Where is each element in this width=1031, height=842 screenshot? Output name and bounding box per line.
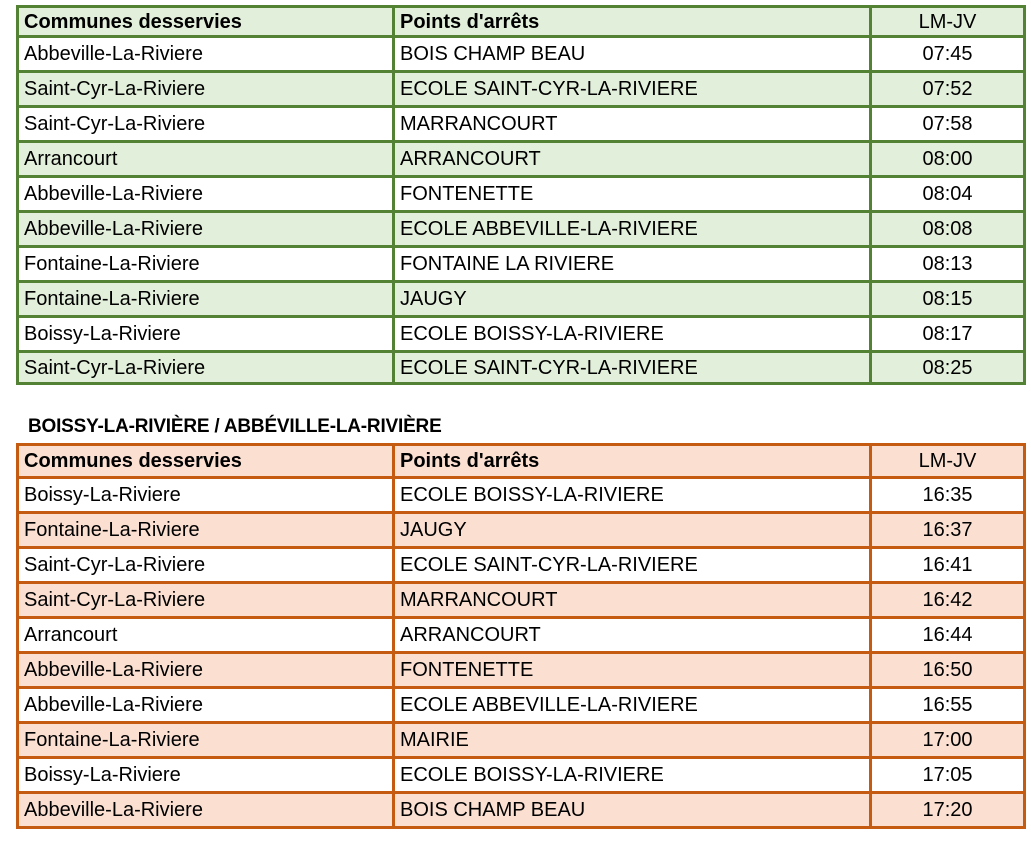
stop-cell: FONTENETTE	[394, 653, 871, 688]
time-cell: 08:04	[871, 177, 1025, 212]
commune-cell: Saint-Cyr-La-Riviere	[18, 583, 394, 618]
stop-cell: ECOLE SAINT-CYR-LA-RIVIERE	[394, 548, 871, 583]
time-cell: 08:15	[871, 282, 1025, 317]
stop-cell: MAIRIE	[394, 723, 871, 758]
stop-cell: MARRANCOURT	[394, 107, 871, 142]
stop-cell: ECOLE BOISSY-LA-RIVIERE	[394, 317, 871, 352]
time-cell: 07:52	[871, 72, 1025, 107]
commune-cell: Saint-Cyr-La-Riviere	[18, 548, 394, 583]
time-cell: 16:37	[871, 513, 1025, 548]
commune-cell: Fontaine-La-Riviere	[18, 723, 394, 758]
table-row	[18, 548, 1025, 583]
table-row	[18, 72, 1025, 107]
table-row	[18, 107, 1025, 142]
table-row	[18, 618, 1025, 653]
table-row	[18, 142, 1025, 177]
commune-cell: Abbeville-La-Riviere	[18, 793, 394, 828]
time-cell: 17:00	[871, 723, 1025, 758]
commune-cell: Saint-Cyr-La-Riviere	[18, 72, 394, 107]
time-cell: 08:13	[871, 247, 1025, 282]
commune-cell: Fontaine-La-Riviere	[18, 282, 394, 317]
stop-cell: JAUGY	[394, 513, 871, 548]
commune-cell: Abbeville-La-Riviere	[18, 653, 394, 688]
time-cell: 16:35	[871, 478, 1025, 513]
table-row	[18, 352, 1025, 384]
table-row	[18, 177, 1025, 212]
commune-cell: Boissy-La-Riviere	[18, 758, 394, 793]
table-row	[18, 37, 1025, 72]
time-cell: 08:25	[871, 352, 1025, 384]
header-days: LM-JV	[871, 7, 1025, 37]
table-row	[18, 583, 1025, 618]
time-cell: 17:20	[871, 793, 1025, 828]
stop-cell: ECOLE ABBEVILLE-LA-RIVIERE	[394, 212, 871, 247]
afternoon-rows	[18, 478, 1025, 828]
stop-cell: ECOLE BOISSY-LA-RIVIERE	[394, 478, 871, 513]
stop-cell: BOIS CHAMP BEAU	[394, 37, 871, 72]
commune-cell: Arrancourt	[18, 618, 394, 653]
commune-cell: Saint-Cyr-La-Riviere	[18, 107, 394, 142]
table-row	[18, 478, 1025, 513]
table-row	[18, 282, 1025, 317]
table-header-row	[18, 445, 1025, 478]
stop-cell: BOIS CHAMP BEAU	[394, 793, 871, 828]
morning-rows	[18, 37, 1025, 384]
morning-schedule-table	[16, 5, 1026, 385]
commune-cell: Fontaine-La-Riviere	[18, 513, 394, 548]
time-cell: 08:08	[871, 212, 1025, 247]
stop-cell: ARRANCOURT	[394, 142, 871, 177]
time-cell: 07:58	[871, 107, 1025, 142]
table-row	[18, 688, 1025, 723]
stop-cell: ECOLE SAINT-CYR-LA-RIVIERE	[394, 352, 871, 384]
commune-cell: Boissy-La-Riviere	[18, 317, 394, 352]
table-row	[18, 723, 1025, 758]
commune-cell: Abbeville-La-Riviere	[18, 212, 394, 247]
commune-cell: Abbeville-La-Riviere	[18, 177, 394, 212]
time-cell: 16:50	[871, 653, 1025, 688]
table-header-row	[18, 7, 1025, 37]
header-days: LM-JV	[871, 445, 1025, 478]
table-row	[18, 513, 1025, 548]
header-stops: Points d'arrêts	[394, 7, 871, 37]
header-communes: Communes desservies	[18, 445, 394, 478]
stop-cell: JAUGY	[394, 282, 871, 317]
table-row	[18, 247, 1025, 282]
commune-cell: Saint-Cyr-La-Riviere	[18, 352, 394, 384]
table-row	[18, 212, 1025, 247]
commune-cell: Abbeville-La-Riviere	[18, 37, 394, 72]
header-stops: Points d'arrêts	[394, 445, 871, 478]
time-cell: 07:45	[871, 37, 1025, 72]
stop-cell: MARRANCOURT	[394, 583, 871, 618]
time-cell: 08:17	[871, 317, 1025, 352]
time-cell: 16:42	[871, 583, 1025, 618]
table-row	[18, 793, 1025, 828]
stop-cell: FONTAINE LA RIVIERE	[394, 247, 871, 282]
header-communes: Communes desservies	[18, 7, 394, 37]
table-row	[18, 653, 1025, 688]
table-row	[18, 317, 1025, 352]
stop-cell: ARRANCOURT	[394, 618, 871, 653]
table-row	[18, 758, 1025, 793]
stop-cell: ECOLE BOISSY-LA-RIVIERE	[394, 758, 871, 793]
time-cell: 08:00	[871, 142, 1025, 177]
time-cell: 17:05	[871, 758, 1025, 793]
afternoon-schedule-table	[16, 443, 1026, 829]
stop-cell: ECOLE ABBEVILLE-LA-RIVIERE	[394, 688, 871, 723]
stop-cell: ECOLE SAINT-CYR-LA-RIVIERE	[394, 72, 871, 107]
time-cell: 16:55	[871, 688, 1025, 723]
commune-cell: Boissy-La-Riviere	[18, 478, 394, 513]
time-cell: 16:44	[871, 618, 1025, 653]
commune-cell: Fontaine-La-Riviere	[18, 247, 394, 282]
stop-cell: FONTENETTE	[394, 177, 871, 212]
commune-cell: Abbeville-La-Riviere	[18, 688, 394, 723]
time-cell: 16:41	[871, 548, 1025, 583]
section-title: BOISSY-LA-RIVIÈRE / ABBÉVILLE-LA-RIVIÈRE	[28, 416, 442, 437]
commune-cell: Arrancourt	[18, 142, 394, 177]
